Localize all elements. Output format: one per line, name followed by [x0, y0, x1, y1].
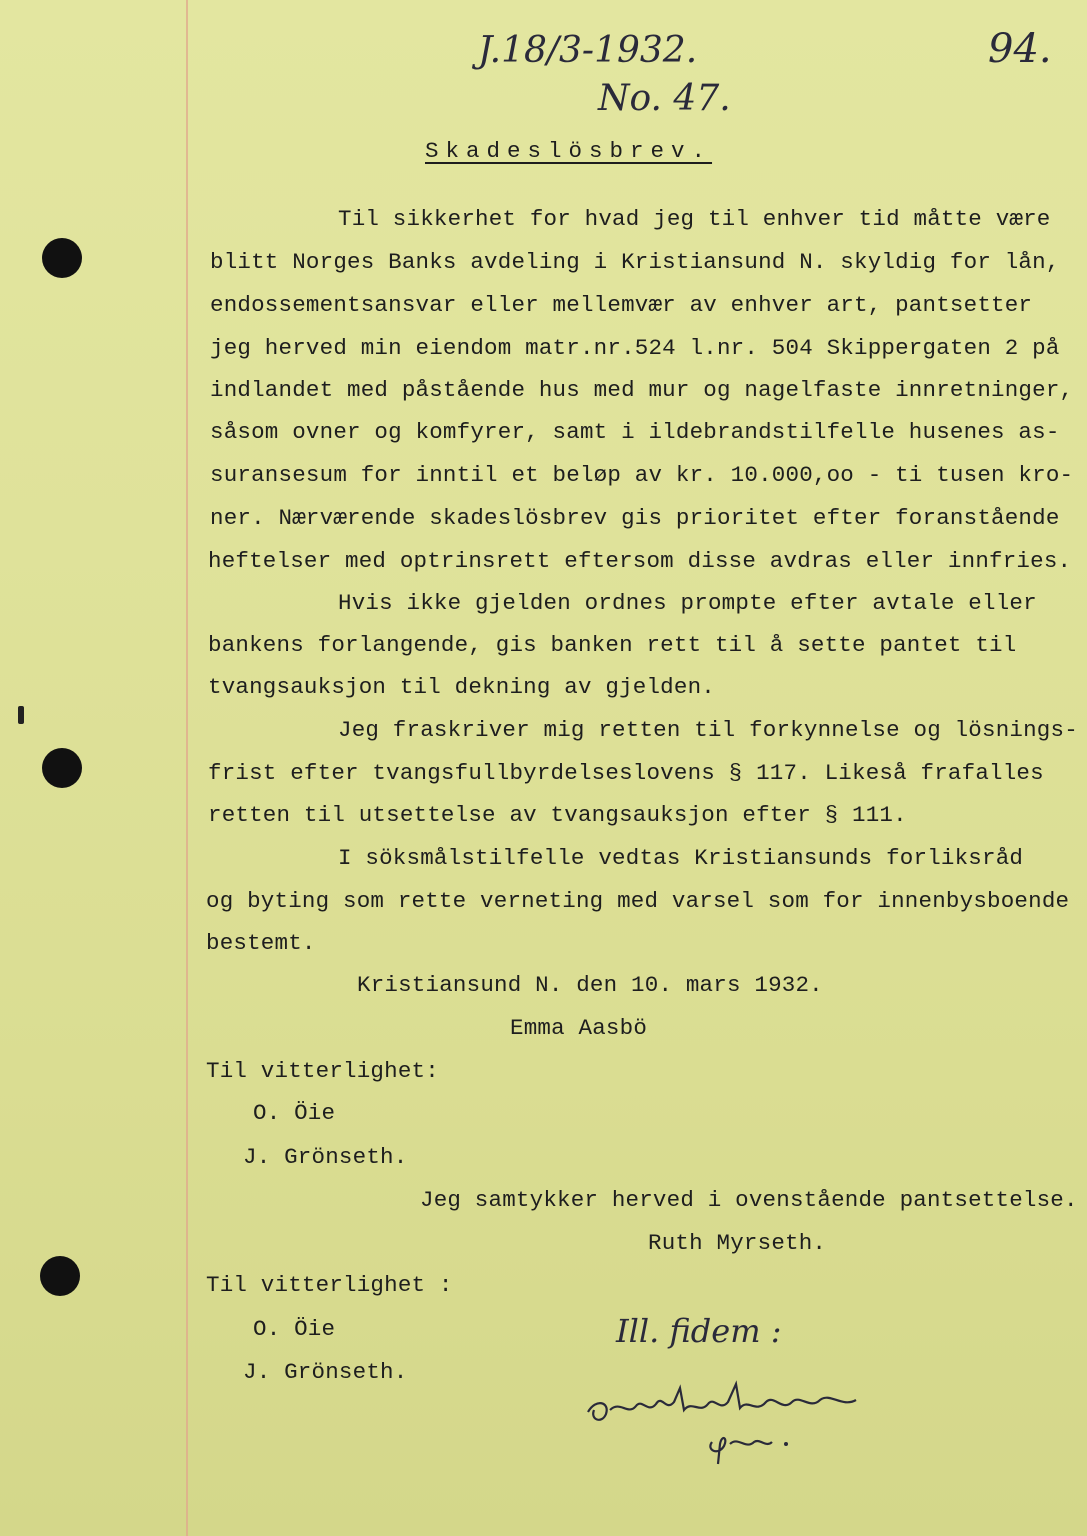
handwritten-date-note: J.18/3-1932.: [478, 30, 698, 71]
body-line: Jeg fraskriver mig retten til forkynnelse og lösnings-: [338, 717, 1078, 743]
body-line: I söksmålstilfelle vedtas Kristiansunds forliksråd: [338, 845, 1024, 871]
witness-name: O. Öie: [253, 1316, 336, 1342]
body-line: blitt Norges Banks avdeling i Kristiansund N. skyldig for lån,: [210, 249, 1060, 275]
body-line: endossementsansvar eller mellemvær av enhver art, pantsetter: [210, 292, 1033, 318]
handwritten-signature: [580, 1380, 880, 1470]
body-line: tvangsauksjon til dekning av gjelden.: [208, 674, 715, 700]
witness-label: Til vitterlighet:: [206, 1058, 439, 1084]
margin-line: [186, 0, 188, 1536]
witness-name: J. Grönseth.: [243, 1359, 408, 1385]
body-line: ner. Nærværende skadeslösbrev gis prioritet efter foranstående: [210, 505, 1060, 531]
page-number: 94.: [988, 26, 1052, 72]
signer-name: Emma Aasbö: [510, 1015, 648, 1041]
consent-line: Jeg samtykker herved i ovenstående pantsettelse.: [420, 1187, 1078, 1213]
witness-name: O. Öie: [253, 1100, 336, 1126]
body-line: Hvis ikke gjelden ordnes prompte efter avtale eller: [338, 590, 1037, 616]
punch-hole-middle: [42, 748, 82, 788]
body-line: såsom ovner og komfyrer, samt i ildebrandstilfelle husenes as-: [210, 419, 1060, 445]
body-line: frist efter tvangsfullbyrdelseslovens § 117. Likeså frafalles: [208, 760, 1044, 786]
body-line: og byting som rette verneting med varsel som for innenbysboende: [206, 888, 1070, 914]
handwritten-number-note: No. 47.: [598, 78, 731, 119]
punch-hole-top: [42, 238, 82, 278]
body-line: retten til utsettelse av tvangsauksjon efter § 111.: [208, 802, 907, 828]
witness-name: J. Grönseth.: [243, 1144, 408, 1170]
body-line: indlandet med påstående hus med mur og nagelfaste innretninger,: [210, 377, 1074, 403]
body-line: bestemt.: [206, 930, 316, 956]
body-line: bankens forlangende, gis banken rett til å sette pantet til: [208, 632, 1017, 658]
body-line: Til sikkerhet for hvad jeg til enhver tid måtte være: [338, 206, 1051, 232]
document-title: Skadeslösbrev.: [425, 138, 713, 164]
punch-hole-bottom: [40, 1256, 80, 1296]
body-line: jeg herved min eiendom matr.nr.524 l.nr. 504 Skippergaten 2 på: [210, 335, 1060, 361]
body-line: suransesum for inntil et beløp av kr. 10.000,oo - ti tusen kro-: [210, 462, 1074, 488]
witness-label: Til vitterlighet :: [206, 1272, 453, 1298]
edge-mark: [18, 706, 24, 724]
place-date: Kristiansund N. den 10. mars 1932.: [357, 972, 823, 998]
signer-name: Ruth Myrseth.: [648, 1230, 827, 1256]
handwritten-certification: Ill. fidem :: [616, 1312, 782, 1350]
body-line: heftelser med optrinsrett eftersom disse avdras eller innfries.: [208, 548, 1072, 574]
